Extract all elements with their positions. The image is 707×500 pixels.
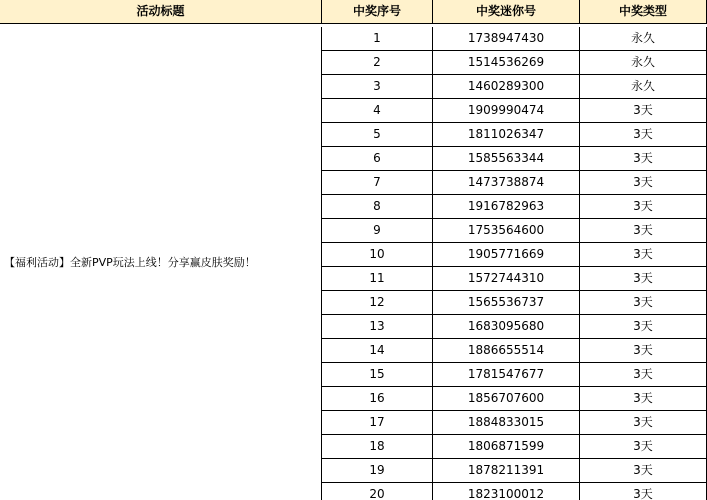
cell-prize-type: 3天 — [579, 435, 707, 458]
table-row — [321, 147, 707, 171]
table-row — [321, 51, 707, 75]
activity-title-cell: 【福利活动】全新PVP玩法上线！分享赢皮肤奖励！ — [4, 256, 256, 269]
cell-prize-type: 3天 — [579, 339, 707, 362]
cell-winner-seq: 18 — [321, 435, 432, 458]
cell-prize-type: 3天 — [579, 123, 707, 146]
cell-mini-id: 1460289300 — [432, 75, 579, 98]
cell-mini-id: 1753564600 — [432, 219, 579, 242]
cell-winner-seq: 17 — [321, 411, 432, 434]
table-row — [321, 99, 707, 123]
cell-winner-seq: 19 — [321, 459, 432, 482]
cell-mini-id: 1811026347 — [432, 123, 579, 146]
table-row — [321, 195, 707, 219]
cell-prize-type: 3天 — [579, 291, 707, 314]
cell-winner-seq: 13 — [321, 315, 432, 338]
cell-winner-seq: 2 — [321, 51, 432, 74]
cell-mini-id: 1572744310 — [432, 267, 579, 290]
cell-prize-type: 3天 — [579, 243, 707, 266]
table-row — [321, 27, 707, 51]
header-mini-id: 中奖迷你号 — [432, 0, 579, 23]
cell-prize-type: 3天 — [579, 99, 707, 122]
cell-prize-type: 3天 — [579, 411, 707, 434]
table-row — [321, 123, 707, 147]
cell-mini-id: 1738947430 — [432, 27, 579, 50]
cell-mini-id: 1585563344 — [432, 147, 579, 170]
cell-winner-seq: 10 — [321, 243, 432, 266]
cell-winner-seq: 3 — [321, 75, 432, 98]
table-row — [321, 291, 707, 315]
cell-prize-type: 3天 — [579, 387, 707, 410]
cell-mini-id: 1886655514 — [432, 339, 579, 362]
table-row — [321, 243, 707, 267]
cell-mini-id: 1806871599 — [432, 435, 579, 458]
table-row — [321, 483, 707, 500]
cell-prize-type: 3天 — [579, 195, 707, 218]
table-row — [321, 219, 707, 243]
table-row — [321, 339, 707, 363]
cell-winner-seq: 20 — [321, 483, 432, 500]
cell-winner-seq: 5 — [321, 123, 432, 146]
cell-mini-id: 1916782963 — [432, 195, 579, 218]
cell-prize-type: 永久 — [579, 75, 707, 98]
table-row — [321, 435, 707, 459]
cell-winner-seq: 15 — [321, 363, 432, 386]
cell-prize-type: 3天 — [579, 147, 707, 170]
cell-mini-id: 1905771669 — [432, 243, 579, 266]
table-row — [321, 75, 707, 99]
table-row — [321, 363, 707, 387]
cell-mini-id: 1683095680 — [432, 315, 579, 338]
cell-mini-id: 1878211391 — [432, 459, 579, 482]
cell-mini-id: 1514536269 — [432, 51, 579, 74]
cell-mini-id: 1884833015 — [432, 411, 579, 434]
cell-winner-seq: 8 — [321, 195, 432, 218]
cell-winner-seq: 4 — [321, 99, 432, 122]
table-row — [321, 411, 707, 435]
table-body — [321, 27, 707, 500]
header-prize-type: 中奖类型 — [579, 0, 707, 23]
table-row — [321, 171, 707, 195]
cell-mini-id: 1823100012 — [432, 483, 579, 500]
cell-winner-seq: 1 — [321, 27, 432, 50]
cell-mini-id: 1909990474 — [432, 99, 579, 122]
cell-winner-seq: 16 — [321, 387, 432, 410]
cell-mini-id: 1781547677 — [432, 363, 579, 386]
cell-prize-type: 3天 — [579, 267, 707, 290]
table-row — [321, 459, 707, 483]
cell-prize-type: 3天 — [579, 483, 707, 500]
cell-prize-type: 3天 — [579, 459, 707, 482]
cell-prize-type: 3天 — [579, 171, 707, 194]
cell-winner-seq: 11 — [321, 267, 432, 290]
cell-winner-seq: 9 — [321, 219, 432, 242]
cell-prize-type: 永久 — [579, 51, 707, 74]
cell-winner-seq: 14 — [321, 339, 432, 362]
cell-mini-id: 1565536737 — [432, 291, 579, 314]
table-header — [0, 0, 707, 24]
header-activity-title: 活动标题 — [136, 4, 185, 18]
table-row — [321, 267, 707, 291]
cell-winner-seq: 6 — [321, 147, 432, 170]
cell-winner-seq: 12 — [321, 291, 432, 314]
cell-prize-type: 永久 — [579, 27, 707, 50]
cell-mini-id: 1473738874 — [432, 171, 579, 194]
table-row — [321, 387, 707, 411]
cell-prize-type: 3天 — [579, 315, 707, 338]
cell-prize-type: 3天 — [579, 219, 707, 242]
cell-winner-seq: 7 — [321, 171, 432, 194]
cell-prize-type: 3天 — [579, 363, 707, 386]
cell-mini-id: 1856707600 — [432, 387, 579, 410]
header-winner-seq: 中奖序号 — [321, 0, 432, 23]
table-row — [321, 315, 707, 339]
